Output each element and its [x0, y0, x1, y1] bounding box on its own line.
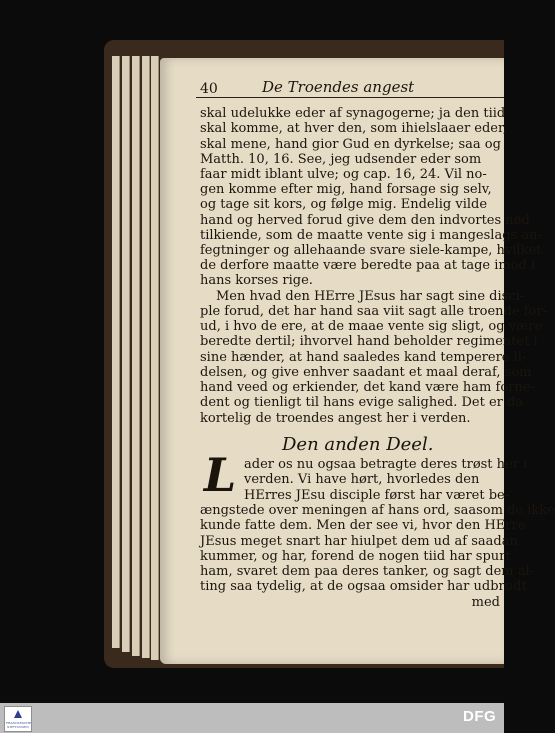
- text-line: dent og tienligt til hans evige salighed. Det er da: [200, 395, 524, 410]
- text-line: og tage sit kors, og følge mig. Endelig vilde: [200, 197, 488, 212]
- text-line: ham, svaret dem paa deres tanker, og sagt dem al-: [200, 564, 535, 579]
- text-line: skal udelukke eder af synagogerne; ja den tiid: [200, 106, 506, 121]
- catchword: med: [471, 595, 500, 610]
- text-line: kummer, og har, forend de nogen tiid har spurt: [200, 549, 511, 564]
- text-line: gen komme efter mig, hand forsage sig selv,: [200, 182, 492, 197]
- text-line: hand og herved forud give dem den indvortes nød: [200, 213, 530, 228]
- text-line: hand veed og erkiender, det kand være ham forne-: [200, 380, 535, 395]
- text-line: ud, i hvo de ere, at de maae vente sig sligt, og være: [200, 319, 543, 334]
- text-line: ting saa tydelig, at de ogsaa omsider har udbrudt: [200, 579, 527, 594]
- text-line: ader os nu ogsaa betragte deres trøst her i: [244, 457, 528, 472]
- text-line: verden. Vi have hørt, hvorledes den: [244, 472, 480, 487]
- header-rule: [196, 97, 504, 98]
- text-line: ængstede over meningen af hans ord, saasom de ikke: [200, 503, 555, 518]
- franckesche-stiftungen-logo[interactable]: [4, 706, 32, 732]
- logo-caption: FRANCKESCHE STIFTUNGEN: [6, 721, 32, 729]
- text-line: faar midt iblant ulve; og cap. 16, 24. Vil no-: [200, 167, 487, 182]
- page-number: 40: [200, 81, 218, 97]
- text-line: Matth. 10, 16. See, jeg udsender eder som: [200, 152, 482, 167]
- text-line: skal komme, at hver den, som ihielslaaer eder,: [200, 121, 507, 136]
- page-edge: [112, 56, 120, 648]
- drop-cap-initial: L: [203, 448, 237, 502]
- logo-icon: [14, 710, 22, 718]
- running-head: De Troendes angest: [262, 78, 415, 96]
- text-line: Men hvad den HErre JEsus har sagt sine disci-: [216, 289, 525, 304]
- viewer-footer-bar: [0, 703, 504, 733]
- text-line: de derfore maatte være beredte paa at tage imod i: [200, 258, 536, 273]
- text-line: JEsus meget snart har hiulpet dem ud af saadan: [200, 534, 518, 549]
- page-edge: [122, 56, 130, 652]
- text-line: delsen, og give enhver saadant et maal deraf, som: [200, 365, 532, 380]
- text-line: fegtninger og allehaande svare siele-kampe, hvilket: [200, 243, 542, 258]
- page-edge: [142, 56, 150, 658]
- text-line: beredte dertil; ihvorvel hand beholder regimentet i: [200, 334, 538, 349]
- dfg-logo[interactable]: DFG: [463, 708, 497, 725]
- text-line: kortelig de troendes angest her i verden.: [200, 411, 471, 426]
- section-heading: Den anden Deel.: [282, 434, 434, 455]
- text-line: sine hænder, at hand saaledes kand temperere li-: [200, 350, 527, 365]
- text-line: skal mene, hand gior Gud en dyrkelse; saa og: [200, 137, 501, 152]
- text-line: tilkiende, som de maatte vente sig i mangeslags an-: [200, 228, 542, 243]
- text-line: ple forud, det har hand saa viit sagt alle troende for-: [200, 304, 547, 319]
- page-edge: [151, 56, 159, 660]
- text-line: kunde fatte dem. Men der see vi, hvor den HErre: [200, 518, 526, 533]
- text-line: HErres JEsu disciple først har været be-: [244, 488, 510, 503]
- page-edge: [132, 56, 140, 656]
- text-line: hans korses rige.: [200, 273, 313, 288]
